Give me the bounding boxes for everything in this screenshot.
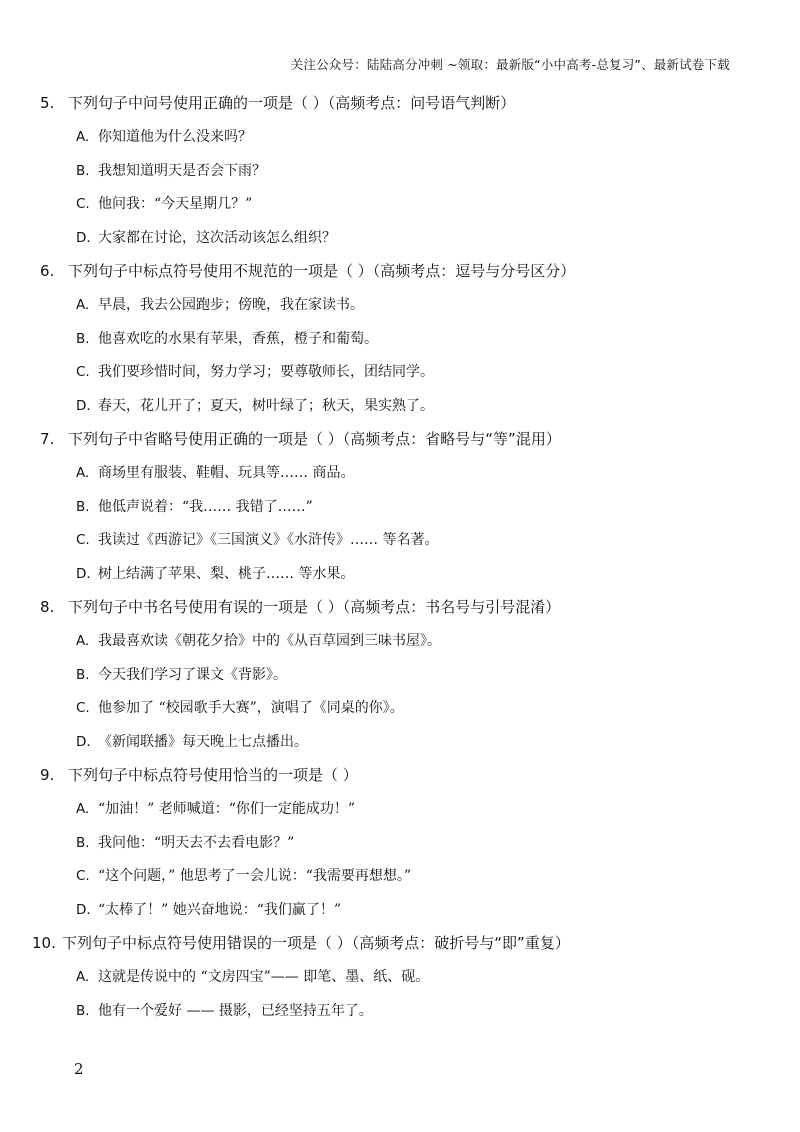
page-header: 关注公众号：陆陆高分冲刺 ~领取：最新版“小中高考-总复习”、最新试卷下载 xyxy=(290,57,730,72)
question-stem xyxy=(40,764,760,786)
option-letter: C. xyxy=(76,532,90,548)
question-number: 8. xyxy=(40,598,55,616)
option-c xyxy=(40,529,760,551)
option-text: 这就是传说中的 “文房四宝”—— 即笔、墨、纸、砚。 xyxy=(98,969,430,985)
question-10 xyxy=(32,932,760,1022)
option-text: 商场里有服装、鞋帽、玩具等…… 商品。 xyxy=(98,465,355,481)
option-text: 他喜欢吃的水果有苹果，香蕉，橙子和葡萄。 xyxy=(98,330,378,347)
option-text: 他低声说着：“我…… 我错了……” xyxy=(98,498,313,515)
question-number: 5. xyxy=(40,94,55,112)
option-a xyxy=(40,294,760,316)
option-text: 他参加了 “校园歌手大赛”，演唱了《同桌的你》。 xyxy=(98,700,404,716)
option-letter: A. xyxy=(76,297,90,313)
option-c xyxy=(40,697,760,719)
question-stem xyxy=(40,92,760,114)
option-text: 我最喜欢读《朝花夕拾》中的《从百草园到三味书屋》。 xyxy=(98,633,441,649)
option-letter: A. xyxy=(76,969,90,985)
option-a xyxy=(40,798,760,820)
option-letter: C. xyxy=(76,364,90,380)
option-d xyxy=(40,227,760,249)
option-a xyxy=(40,126,760,148)
option-c xyxy=(40,193,760,215)
question-9 xyxy=(40,764,760,921)
option-letter: C. xyxy=(76,868,90,884)
option-letter: D. xyxy=(76,229,91,246)
option-text: “太棒了！” 她兴奋地说：“我们赢了！” xyxy=(98,901,342,918)
question-stem xyxy=(40,596,760,618)
option-letter: D. xyxy=(76,565,91,582)
option-letter: B. xyxy=(76,162,90,179)
question-stem xyxy=(40,428,760,450)
option-text: 树上结满了苹果、梨、桃子…… 等水果。 xyxy=(98,565,355,582)
question-text: 下列句子中书名号使用有误的一项是（ ）（高频考点：书名号与引号混淆） xyxy=(68,598,561,616)
option-d xyxy=(40,563,760,585)
question-stem xyxy=(40,260,760,282)
option-c xyxy=(40,865,760,887)
option-text: “这个问题，” 他思考了一会儿说：“我需要再想想。” xyxy=(98,868,412,884)
question-number: 6. xyxy=(40,262,55,280)
option-text: 今天我们学习了课文《背影》。 xyxy=(98,666,287,683)
option-letter: B. xyxy=(76,1002,90,1019)
question-5 xyxy=(40,92,760,249)
option-d xyxy=(40,899,760,921)
option-letter: B. xyxy=(76,498,90,515)
option-letter: C. xyxy=(76,700,90,716)
option-text: 你知道他为什么没来吗？ xyxy=(98,129,252,145)
option-d xyxy=(40,395,760,417)
option-text: 春天，花儿开了；夏天，树叶绿了；秋天，果实熟了。 xyxy=(98,397,434,414)
question-text: 下列句子中标点符号使用恰当的一项是（ ） xyxy=(68,766,358,784)
option-letter: D. xyxy=(76,901,91,918)
option-text: 我问他：“明天去不去看电影？” xyxy=(98,834,295,851)
option-letter: C. xyxy=(76,196,90,212)
option-letter: A. xyxy=(76,465,90,481)
option-d xyxy=(40,731,760,753)
option-text: 早晨，我去公园跑步；傍晚，我在家读书。 xyxy=(98,297,364,313)
option-b xyxy=(40,664,760,686)
question-number: 10. xyxy=(32,934,56,952)
option-b xyxy=(40,160,760,182)
option-text: 他有一个爱好 —— 摄影，已经坚持五年了。 xyxy=(98,1002,373,1019)
question-text: 下列句子中标点符号使用错误的一项是（ ）（高频考点：破折号与“即”重复） xyxy=(62,934,570,952)
option-letter: D. xyxy=(76,397,91,414)
option-letter: B. xyxy=(76,834,90,851)
option-c xyxy=(40,361,760,383)
option-b xyxy=(40,832,760,854)
option-text: 他问我：“今天星期几？” xyxy=(98,196,253,212)
option-text: “加油！” 老师喊道：“你们一定能成功！” xyxy=(98,801,356,817)
option-text: 《新闻联播》每天晚上七点播出。 xyxy=(98,733,308,750)
question-text: 下列句子中省略号使用正确的一项是（ ）（高频考点：省略号与“等”混用） xyxy=(68,430,561,448)
option-letter: B. xyxy=(76,666,90,683)
question-stem xyxy=(32,932,760,954)
page-number: 2 xyxy=(74,1060,84,1078)
question-6 xyxy=(40,260,760,417)
option-text: 我们要珍惜时间，努力学习；要尊敬师长，团结同学。 xyxy=(98,364,434,380)
option-letter: A. xyxy=(76,801,90,817)
option-letter: B. xyxy=(76,330,90,347)
option-a xyxy=(40,630,760,652)
option-text: 大家都在讨论，这次活动该怎么组织？ xyxy=(98,229,336,246)
question-text: 下列句子中问号使用正确的一项是（ ）（高频考点：问号语气判断） xyxy=(68,94,516,112)
option-a xyxy=(40,966,760,988)
option-text: 我想知道明天是否会下雨？ xyxy=(98,162,266,179)
option-letter: D. xyxy=(76,733,91,750)
option-b xyxy=(40,1000,760,1022)
option-b xyxy=(40,328,760,350)
option-a xyxy=(40,462,760,484)
question-number: 9. xyxy=(40,766,55,784)
option-letter: A. xyxy=(76,633,90,649)
question-7 xyxy=(40,428,760,585)
question-number: 7. xyxy=(40,430,55,448)
question-text: 下列句子中标点符号使用不规范的一项是（ ）（高频考点：逗号与分号区分） xyxy=(68,262,576,280)
question-8 xyxy=(40,596,760,753)
option-b xyxy=(40,496,760,518)
question-list xyxy=(32,92,760,1033)
option-letter: A. xyxy=(76,129,90,145)
option-text: 我读过《西游记》《三国演义》《水浒传》…… 等名著。 xyxy=(98,532,439,548)
